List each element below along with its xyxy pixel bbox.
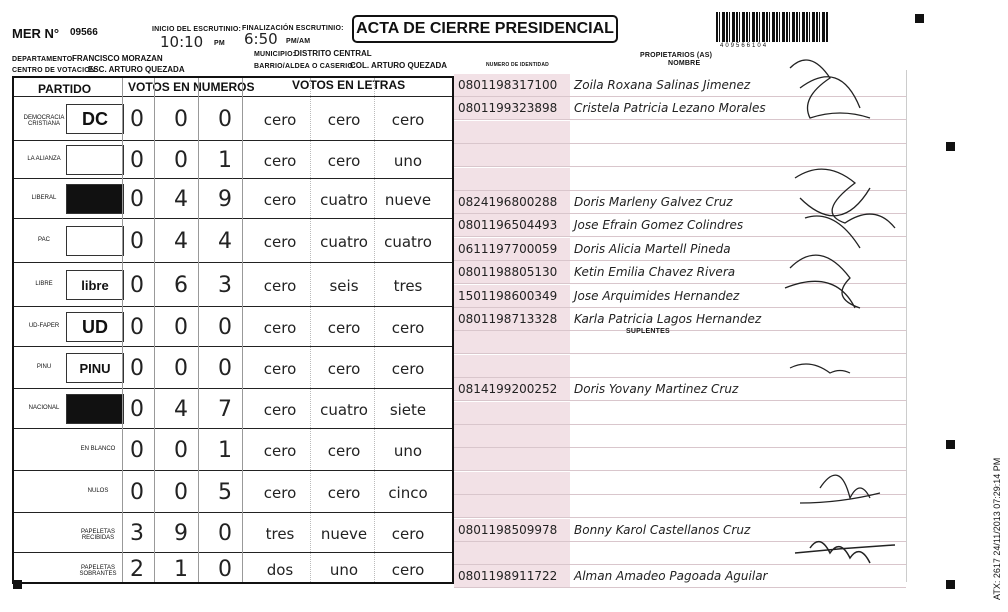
vote-digit: 0	[174, 148, 188, 173]
vote-digit: 0	[218, 521, 232, 546]
vote-row	[14, 96, 452, 140]
vote-word: nueve	[320, 525, 368, 543]
vote-digit: 0	[218, 107, 232, 132]
scan-stamp: ATX: 2617 24/11/2013 07:29:14 PM	[992, 457, 1002, 600]
vote-word: cero	[263, 191, 297, 209]
vote-word: cero	[263, 319, 297, 337]
barrio-label: BARRIO/ALDEA O CASERIO:	[254, 63, 356, 70]
member-name: Bonny Karol Castellanos Cruz	[574, 522, 751, 537]
party-name: PINU	[36, 364, 52, 370]
vote-word: cuatro	[320, 233, 368, 251]
vote-row	[14, 346, 452, 388]
vote-word: seis	[329, 277, 359, 295]
member-name: Jose Arquimides Hernandez	[574, 288, 740, 303]
vote-word: cero	[263, 152, 297, 170]
vote-digit: 9	[174, 521, 188, 546]
vote-digit: 6	[174, 273, 188, 298]
corner-mark	[946, 142, 955, 151]
vote-row	[14, 428, 452, 470]
vote-digit: 1	[218, 148, 232, 173]
member-id	[454, 402, 570, 424]
vote-row	[14, 388, 452, 428]
party-name: DEMOCRACIA CRISTIANA	[23, 115, 65, 127]
vote-row	[14, 512, 452, 552]
vote-word: cero	[327, 360, 361, 378]
party-logo	[66, 226, 124, 256]
vote-digit: 1	[174, 557, 188, 582]
mer-number: 09566	[70, 27, 98, 38]
party-name: LA ALIANZA	[27, 156, 61, 162]
vote-digit: 4	[174, 229, 188, 254]
vote-word: cero	[327, 319, 361, 337]
party-logo	[66, 184, 124, 214]
member-id: 0801196504493	[454, 214, 570, 236]
corner-mark	[915, 14, 924, 23]
party-name: PAC	[38, 237, 50, 243]
vote-word: cero	[327, 111, 361, 129]
member-name: Zoila Roxana Salinas Jimenez	[574, 78, 751, 92]
party-name: LIBERAL	[31, 195, 57, 201]
vote-word: tres	[265, 525, 295, 543]
vote-digit: 3	[130, 521, 144, 546]
party-name: LIBRE	[35, 281, 53, 287]
corner-mark	[946, 580, 955, 589]
vote-row	[14, 218, 452, 262]
member-id: 0611197700059	[454, 238, 570, 260]
vote-digit: 3	[218, 273, 232, 298]
vote-word: dos	[266, 561, 294, 579]
nombre-label: NOMBRE	[668, 60, 701, 67]
vote-word: cero	[327, 484, 361, 502]
municipio-value: DISTRITO CENTRAL	[294, 49, 372, 58]
party-name: PAPELETAS RECIBIDAS	[80, 529, 116, 541]
vote-digit: 0	[174, 107, 188, 132]
vote-word: cero	[391, 561, 425, 579]
vote-row	[14, 178, 452, 218]
member-name: Doris Yovany Martinez Cruz	[574, 382, 739, 397]
centro-label: CENTRO DE VOTACION:	[12, 67, 98, 74]
vote-word: cero	[263, 401, 297, 419]
member-name: Doris Alicia Martell Pineda	[574, 241, 731, 256]
member-id: 0801198713328	[454, 308, 570, 330]
party-logo: UD	[66, 312, 124, 342]
member-row	[454, 565, 906, 588]
member-name: Alman Amadeo Pagoada Aguilar	[574, 569, 768, 584]
member-id: 0801198805130	[454, 261, 570, 283]
vote-digit: 4	[174, 397, 188, 422]
corner-mark	[13, 580, 22, 589]
vote-word: cero	[327, 152, 361, 170]
column-line	[242, 78, 243, 582]
column-line	[122, 78, 123, 582]
vote-word: uno	[393, 152, 423, 170]
numero-identidad-label: NUMERO DE IDENTIDAD	[486, 62, 549, 68]
vote-digit: 0	[130, 148, 144, 173]
vote-digit: 0	[130, 356, 144, 381]
vote-word: cero	[391, 360, 425, 378]
signatures	[780, 48, 900, 568]
party-logo	[66, 145, 124, 175]
vote-digit: 5	[218, 480, 232, 505]
member-id: 0824196800288	[454, 191, 570, 213]
mer-label: MER N°	[12, 26, 60, 41]
vote-digit: 0	[218, 315, 232, 340]
vote-word: cuatro	[320, 191, 368, 209]
member-id: 0814199200252	[454, 378, 570, 400]
vote-word: cuatro	[320, 401, 368, 419]
vote-digit: 0	[130, 187, 144, 212]
member-id	[454, 542, 570, 564]
party-name: EN BLANCO	[80, 446, 116, 452]
votes-table	[12, 76, 454, 584]
vote-row	[14, 470, 452, 512]
vote-digit: 0	[174, 315, 188, 340]
vote-digit: 2	[130, 557, 144, 582]
column-line	[154, 78, 155, 582]
vote-digit: 0	[218, 557, 232, 582]
vote-digit: 0	[130, 273, 144, 298]
municipio-label: MUNICIPIO:	[254, 51, 296, 58]
party-name: PAPELETAS SOBRANTES	[79, 565, 117, 577]
vote-digit: 0	[130, 480, 144, 505]
start-label: INICIO DEL ESCRUTINIO:	[152, 26, 242, 33]
vote-word: cuatro	[384, 233, 432, 251]
vote-word: cero	[391, 111, 425, 129]
vote-word: cero	[263, 277, 297, 295]
vote-digit: 9	[218, 187, 232, 212]
party-logo: PINU	[66, 353, 124, 383]
member-id: 0801198911722	[454, 565, 570, 587]
column-line	[310, 78, 311, 582]
corner-mark	[946, 440, 955, 449]
member-id: 0801199323898	[454, 97, 570, 119]
member-id: 0801198509978	[454, 519, 570, 541]
col-partido: PARTIDO	[38, 82, 92, 96]
start-time: 10:10	[160, 33, 204, 51]
member-id	[454, 425, 570, 447]
party-logo	[66, 394, 124, 424]
member-name: Doris Marleny Galvez Cruz	[574, 195, 733, 209]
party-logo: DC	[66, 104, 124, 134]
member-id	[454, 331, 570, 353]
party-name: NACIONAL	[28, 405, 60, 411]
vote-digit: 0	[130, 229, 144, 254]
vote-digit: 7	[218, 397, 232, 422]
propietarios-label: PROPIETARIOS (AS)	[640, 52, 713, 59]
party-name: NULOS	[87, 488, 109, 494]
end-time: 6:50	[244, 30, 278, 48]
vote-digit: 4	[218, 229, 232, 254]
vote-row	[14, 552, 452, 584]
vote-word: nueve	[384, 191, 432, 209]
end-ampm: PM/AM	[286, 38, 311, 45]
member-id	[454, 168, 570, 190]
member-id	[454, 472, 570, 494]
col-numeros: VOTOS EN NUMEROS	[128, 80, 255, 94]
departamento-value: FRANCISCO MORAZAN	[72, 54, 163, 63]
vote-word: uno	[329, 561, 359, 579]
member-id	[454, 495, 570, 517]
member-name: Jose Efrain Gomez Colindres	[574, 218, 744, 233]
column-line	[198, 78, 199, 582]
member-id	[454, 144, 570, 166]
barrio-value: COL. ARTURO QUEZADA	[350, 61, 448, 70]
vote-row	[14, 140, 452, 178]
vote-row	[14, 306, 452, 346]
vote-word: cero	[263, 484, 297, 502]
vote-digit: 1	[218, 438, 232, 463]
vote-word: uno	[393, 442, 423, 460]
col-letras: VOTOS EN LETRAS	[292, 78, 406, 92]
vote-digit: 0	[174, 438, 188, 463]
vote-word: cero	[391, 319, 425, 337]
member-id	[454, 121, 570, 143]
vote-word: cero	[263, 111, 297, 129]
vote-word: cero	[391, 525, 425, 543]
member-id: 1501198600349	[454, 285, 570, 307]
vote-digit: 0	[174, 356, 188, 381]
member-name: Cristela Patricia Lezano Morales	[574, 101, 766, 116]
vote-digit: 0	[218, 356, 232, 381]
vote-digit: 4	[174, 187, 188, 212]
vote-word: cero	[263, 442, 297, 460]
document-title: ACTA DE CIERRE PRESIDENCIAL	[352, 15, 618, 43]
vote-word: cero	[263, 233, 297, 251]
barcode	[716, 12, 828, 42]
member-id	[454, 448, 570, 470]
start-ampm: PM	[214, 40, 225, 47]
party-logo: libre	[66, 270, 124, 300]
vote-word: siete	[389, 401, 427, 419]
centro-value: ESC. ARTURO QUEZADA	[88, 65, 185, 74]
barcode-number: 409566104	[720, 43, 769, 49]
vote-digit: 0	[174, 480, 188, 505]
vote-digit: 0	[130, 438, 144, 463]
member-id: 0801198317100	[454, 74, 570, 96]
vote-word: tres	[393, 277, 423, 295]
vote-word: cero	[263, 360, 297, 378]
vote-word: cinco	[388, 484, 428, 502]
end-label: FINALIZACIÓN ESCRUTINIO:	[242, 25, 344, 32]
vote-word: cero	[327, 442, 361, 460]
vote-digit: 0	[130, 107, 144, 132]
vote-digit: 0	[130, 315, 144, 340]
member-name: Karla Patricia Lagos Hernandez	[574, 312, 762, 326]
vote-row	[14, 262, 452, 306]
suplentes-label: SUPLENTES	[626, 328, 670, 335]
party-name: UD-FAPER	[28, 323, 60, 329]
vote-digit: 0	[130, 397, 144, 422]
departamento-label: DEPARTAMENTO:	[12, 56, 75, 63]
member-id	[454, 355, 570, 377]
column-line	[374, 78, 375, 582]
member-name: Ketin Emilia Chavez Rivera	[574, 265, 736, 280]
